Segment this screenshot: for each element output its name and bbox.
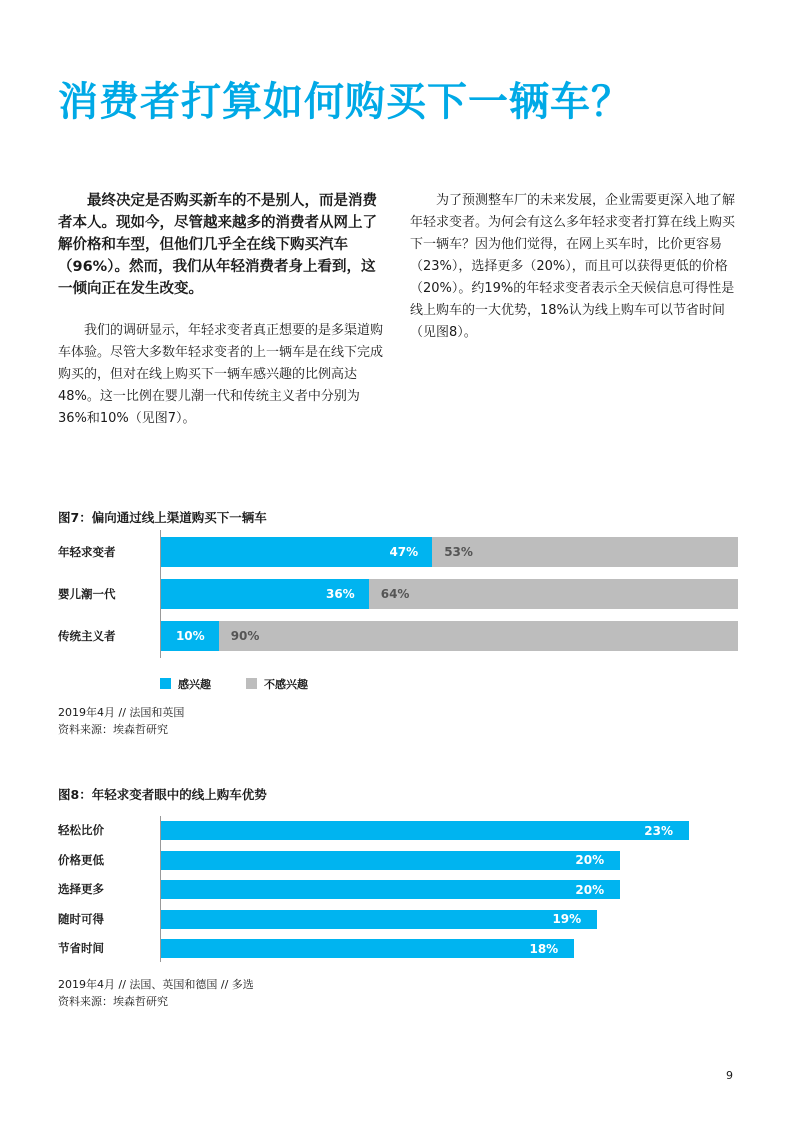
figure-8-title: 图8：年轻求变者眼中的线上购车优势 [58, 787, 267, 802]
left-body-paragraph: 我们的调研显示，年轻求变者真正想要的是多渠道购车体验。尽管大多数年轻求变者的上一辆车是在线下完成购买的，但对在线上购买下一辆车感兴趣的比例高达48%。这一比例在婴儿潮一代和传统主义者中分别为36%和10%（见图7）。 [58, 323, 384, 426]
fig8-bar-area [161, 851, 738, 870]
legend-label-interested: 感兴趣 [178, 678, 211, 691]
fig8-value-label: 23% [644, 823, 673, 838]
fig8-category-label: 随时可得 [58, 911, 104, 926]
figure-7-title: 图7：偏向通过线上渠道购买下一辆车 [58, 510, 267, 525]
fig8-value-label: 20% [575, 853, 605, 867]
legend-swatch-not-interested [246, 678, 257, 689]
fig8-row-4 [58, 910, 738, 929]
fig8-bar-area [161, 910, 738, 929]
fig7-row-2 [58, 579, 738, 609]
fig7-category-label: 传统主义者 [58, 629, 116, 643]
figure-8-chart [58, 816, 738, 962]
fig8-row-2 [58, 851, 738, 870]
fig8-bar-area [161, 821, 738, 840]
legend-label-not-interested: 不感兴趣 [264, 678, 308, 691]
fig7-bar-not-interested [369, 579, 738, 609]
fig7-value-label-interested: 47% [389, 545, 419, 559]
fig7-category-label: 年轻求变者 [58, 545, 116, 559]
fig7-bar-interested [161, 621, 219, 651]
fig8-bar [161, 910, 597, 929]
fig8-bar [161, 851, 620, 870]
fig8-value-label: 20% [575, 882, 605, 897]
legend-swatch-interested [160, 678, 171, 689]
fig7-value-label-not-interested: 90% [230, 629, 260, 643]
fig8-value-label: 18% [529, 941, 559, 956]
legend-item-not-interested [246, 676, 308, 692]
fig7-bar-interested [161, 579, 369, 609]
fig7-category-label: 婴儿潮一代 [58, 587, 116, 601]
fig7-value-label-interested: 10% [175, 629, 205, 643]
fig8-bar-area [161, 939, 738, 958]
fig7-row-1 [58, 537, 738, 567]
page-title: 消费者打算如何购买下一辆车？ [58, 79, 632, 125]
fig8-bar [161, 880, 620, 899]
left-column [58, 190, 388, 430]
fig8-category-label: 轻松比价 [58, 823, 104, 837]
fig8-category-label: 选择更多 [58, 882, 104, 896]
figure-7-chart [58, 530, 738, 658]
fig7-bar-area [161, 579, 738, 609]
fig8-value-label: 19% [552, 912, 582, 926]
fig8-bar [161, 939, 574, 958]
fig8-category-label: 价格更低 [58, 852, 104, 867]
fig7-value-label-interested: 36% [325, 587, 355, 601]
lead-paragraph: 最终决定是否购买新车的不是别人，而是消费者本人。现如今，尽管越来越多的消费者从网上了解价格和车型，但他们几乎全在线下购买汽车（96%）。然而，我们从年轻消费者身上看到，这一倾向正在发生改变。 [58, 193, 377, 297]
fig7-bar-interested [161, 537, 432, 567]
right-column [410, 190, 740, 344]
right-body-paragraph: 为了预测整车厂的未来发展，企业需要更深入地了解年轻求变者。为何会有这么多年轻求变者打算在线上购买下一辆车？因为他们觉得，在网上买车时，比价更容易（23%），选择更多（20%），而且可以获得更低的价格（20%）。约19%的年轻求变者表示全天候信息可得性是线上购车的一大优势，18%认为线上购车可以节省时间（见图8）。 [410, 193, 736, 340]
page-number: 9 [726, 1069, 733, 1082]
figure-7-date-note: 2019年4月 // 法国和英国 [58, 706, 185, 719]
figure-8-source-note: 资料来源：埃森哲研究 [58, 995, 168, 1008]
fig7-bar-area [161, 537, 738, 567]
fig7-value-label-not-interested: 53% [444, 545, 473, 559]
legend-item-interested [160, 676, 211, 692]
fig7-bar-area [161, 621, 738, 651]
fig8-bar-area [161, 880, 738, 899]
figure-7-source-note: 资料来源：埃森哲研究 [58, 723, 168, 736]
fig7-value-label-not-interested: 64% [380, 587, 410, 601]
fig7-bar-not-interested [219, 621, 738, 651]
fig8-category-label: 节省时间 [58, 941, 104, 955]
fig8-row-5 [58, 939, 738, 958]
fig7-bar-not-interested [432, 537, 738, 567]
figure-7-notes [58, 704, 184, 738]
fig8-row-3 [58, 880, 738, 899]
fig7-row-3 [58, 621, 738, 651]
figure-8-date-note: 2019年4月 // 法国、英国和德国 // 多选 [58, 978, 254, 991]
fig8-row-1 [58, 821, 738, 840]
fig8-bar [161, 821, 689, 840]
figure-8-notes [58, 976, 254, 1010]
